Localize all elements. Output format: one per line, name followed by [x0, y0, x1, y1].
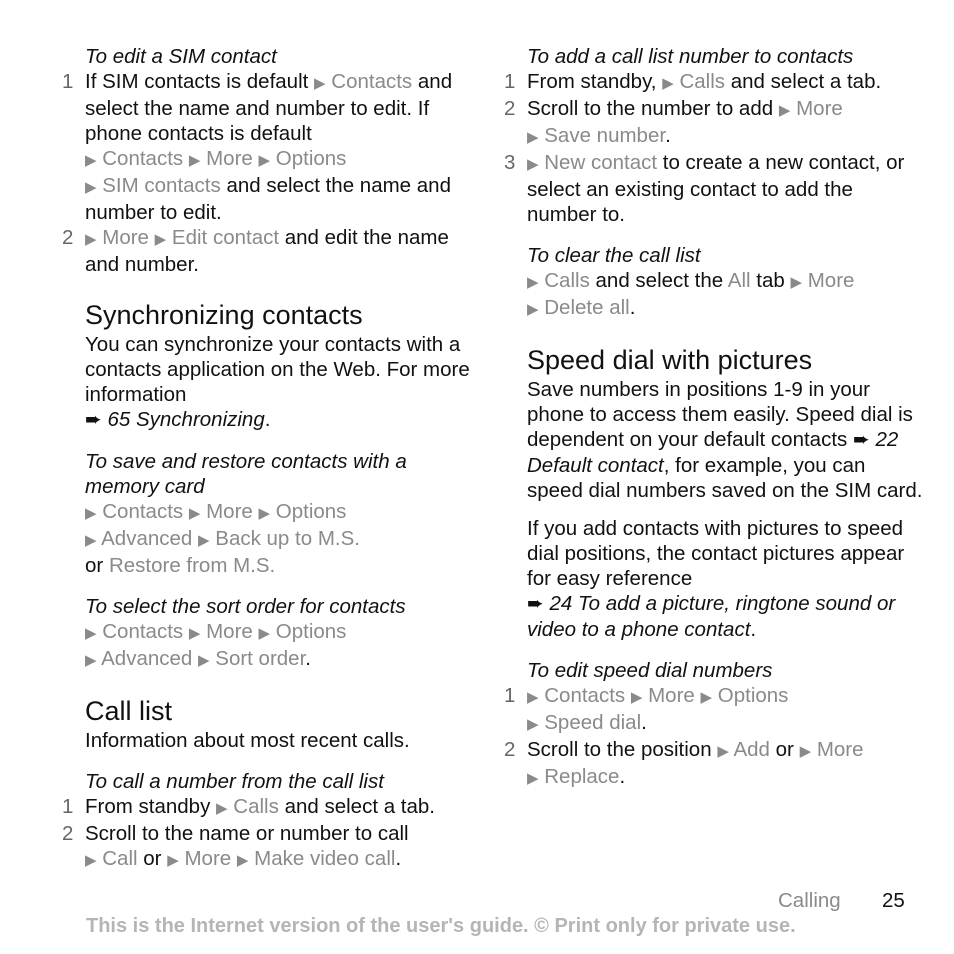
menu-item: Restore from M.S. [108, 554, 276, 577]
menu-arrow-icon: ▶ [799, 743, 812, 760]
menu-arrow-icon: ▶ [527, 689, 539, 706]
speed-dial-paragraph-2: If you add contacts with pictures to speed dial positions, the contact pictures appear for easy reference ➨ 24 To add a picture, ringtone sound or video to a phone contact. [527, 517, 905, 641]
menu-arrow-icon: ▶ [527, 156, 539, 173]
menu-arrow-icon: ▶ [630, 689, 643, 706]
add-to-contacts-step-3: 3 ▶ New contact to create a new contact, or select an existing contact to add the number to. [504, 151, 905, 226]
menu-item: Contacts [102, 500, 184, 523]
edit-sim-title: To edit a SIM contact [85, 45, 277, 68]
edit-speed-dial-title: To edit speed dial numbers [527, 659, 773, 682]
menu-item: Options [275, 147, 347, 170]
menu-arrow-icon: ▶ [85, 152, 97, 169]
menu-arrow-icon: ▶ [527, 301, 539, 318]
page-number: 25 [882, 889, 905, 912]
menu-item: Calls [544, 269, 590, 292]
default-contact-reference: 22 Default contact [527, 428, 899, 477]
menu-item: Contacts [331, 70, 413, 93]
edit-sim-step-1: 1 If SIM contacts is default ▶ Contacts and select the name and number to edit. If phone contacts is default ▶ Contacts ▶ More ▶ Options ▶ SIM contacts and select the name and number to edit. [62, 70, 453, 224]
menu-item: More [816, 738, 864, 761]
add-to-contacts-step-1: 1 From standby, ▶ Calls and select a tab. [504, 70, 882, 93]
menu-arrow-icon: ▶ [167, 852, 179, 869]
menu-item: Sort order [215, 647, 306, 670]
menu-item: More [206, 620, 253, 643]
left-column [62, 44, 472, 873]
sync-heading: Synchronizing contacts [85, 300, 363, 330]
menu-item: Contacts [102, 147, 184, 170]
menu-arrow-icon: ▶ [198, 652, 210, 669]
menu-item: New contact [544, 151, 658, 174]
menu-arrow-icon: ▶ [85, 179, 97, 196]
speed-dial-heading: Speed dial with pictures [527, 345, 813, 375]
menu-item: Speed dial [544, 711, 642, 734]
menu-item: More [206, 500, 253, 523]
menu-arrow-icon: ▶ [527, 770, 539, 787]
menu-arrow-icon: ▶ [85, 231, 97, 248]
add-to-contacts-step-2: 2 Scroll to the number to add ▶ More ▶ Save number. [504, 97, 843, 147]
sort-order-title: To select the sort order for contacts [85, 595, 406, 618]
menu-item: Save number [544, 124, 666, 147]
menu-item: Edit contact [171, 226, 280, 249]
menu-item: Calls [679, 70, 726, 93]
call-list-heading: Call list [85, 696, 173, 726]
reference-arrow-icon: ➨ [852, 429, 870, 451]
sync-reference: 65 Synchronizing [107, 408, 265, 431]
menu-arrow-icon: ▶ [198, 532, 210, 549]
menu-arrow-icon: ▶ [790, 274, 803, 291]
menu-item: Options [717, 684, 789, 707]
menu-item: Contacts [102, 620, 184, 643]
menu-arrow-icon: ▶ [314, 75, 326, 92]
clear-call-list-title: To clear the call list [527, 244, 701, 267]
menu-arrow-icon: ▶ [154, 231, 167, 248]
call-from-list-title: To call a number from the call list [85, 770, 384, 793]
menu-arrow-icon: ▶ [216, 800, 228, 817]
reference-arrow-icon: ➨ [85, 409, 102, 431]
menu-arrow-icon: ▶ [778, 102, 791, 119]
menu-arrow-icon: ▶ [85, 652, 97, 669]
menu-item: Back up to M.S. [215, 527, 360, 550]
section-name: Calling [778, 889, 841, 912]
menu-item: More [796, 97, 843, 120]
right-column [504, 44, 924, 791]
menu-arrow-icon: ▶ [662, 75, 674, 92]
menu-arrow-icon: ▶ [258, 625, 271, 642]
menu-item: Advanced [101, 527, 193, 550]
menu-arrow-icon: ▶ [717, 743, 729, 760]
menu-arrow-icon: ▶ [527, 274, 539, 291]
menu-arrow-icon: ▶ [188, 152, 201, 169]
menu-item: Replace [544, 765, 620, 788]
menu-item: More [184, 847, 232, 870]
menu-item: More [102, 226, 149, 249]
menu-item: All [727, 269, 751, 292]
menu-item: Advanced [101, 647, 193, 670]
save-restore-path: ▶ Contacts ▶ More ▶ Options ▶ Advanced ▶ Back up to M.S. or Restore from M.S. [85, 500, 360, 577]
sync-text: You can synchronize your contacts with a contacts application on the Web. For more information ➨ 65 Synchronizing. [85, 333, 470, 431]
clear-call-list-path: ▶ Calls and select the All tab ▶ More ▶ Delete all. [527, 269, 855, 319]
menu-arrow-icon: ▶ [188, 505, 201, 522]
menu-item: Add [733, 738, 770, 761]
menu-arrow-icon: ▶ [258, 152, 271, 169]
menu-item: Calls [233, 795, 279, 818]
menu-item: More [807, 269, 855, 292]
sort-order-path: ▶ Contacts ▶ More ▶ Options ▶ Advanced ▶ Sort order. [85, 620, 347, 670]
call-from-step-1: 1 From standby ▶ Calls and select a tab. [62, 795, 435, 818]
menu-arrow-icon: ▶ [85, 625, 97, 642]
menu-arrow-icon: ▶ [188, 625, 201, 642]
menu-item: More [648, 684, 695, 707]
edit-speed-dial-step-1: 1 ▶ Contacts ▶ More ▶ Options ▶ Speed dial. [504, 684, 789, 734]
menu-arrow-icon: ▶ [700, 689, 713, 706]
menu-item: SIM contacts [102, 174, 221, 197]
reference-arrow-icon: ➨ [527, 593, 544, 615]
add-picture-reference: 24 To add a picture, ringtone sound or video to a phone contact [527, 592, 896, 641]
menu-arrow-icon: ▶ [258, 505, 271, 522]
add-to-contacts-title: To add a call list number to contacts [527, 45, 854, 68]
menu-arrow-icon: ▶ [236, 852, 249, 869]
menu-arrow-icon: ▶ [85, 505, 97, 522]
call-list-text: Information about most recent calls. [85, 729, 410, 752]
internet-version-note: This is the Internet version of the user's guide. © Print only for private use. [86, 915, 796, 937]
menu-item: Call [102, 847, 138, 870]
menu-item: Make video call [254, 847, 396, 870]
menu-item: Contacts [544, 684, 626, 707]
save-restore-title: To save and restore contacts with a memory card [85, 450, 407, 498]
menu-item: Options [275, 500, 347, 523]
menu-arrow-icon: ▶ [85, 532, 97, 549]
menu-arrow-icon: ▶ [85, 852, 97, 869]
menu-item: Delete all [544, 296, 630, 319]
edit-sim-step-2: 2 ▶ More ▶ Edit contact and edit the name and number. [62, 226, 449, 276]
menu-arrow-icon: ▶ [527, 129, 539, 146]
menu-item: More [206, 147, 253, 170]
menu-item: Options [275, 620, 347, 643]
edit-speed-dial-step-2: 2 Scroll to the position ▶ Add or ▶ More ▶ Replace. [504, 738, 864, 788]
call-from-step-2: 2 Scroll to the name or number to call ▶ Call or ▶ More ▶ Make video call. [62, 822, 409, 870]
speed-dial-paragraph-1: Save numbers in positions 1-9 in your phone to access them easily. Speed dial is dependent on your default contacts ➨ 22 Default contact, for example, you can speed dial numbers saved on the SIM card. [527, 378, 923, 502]
menu-arrow-icon: ▶ [527, 716, 539, 733]
